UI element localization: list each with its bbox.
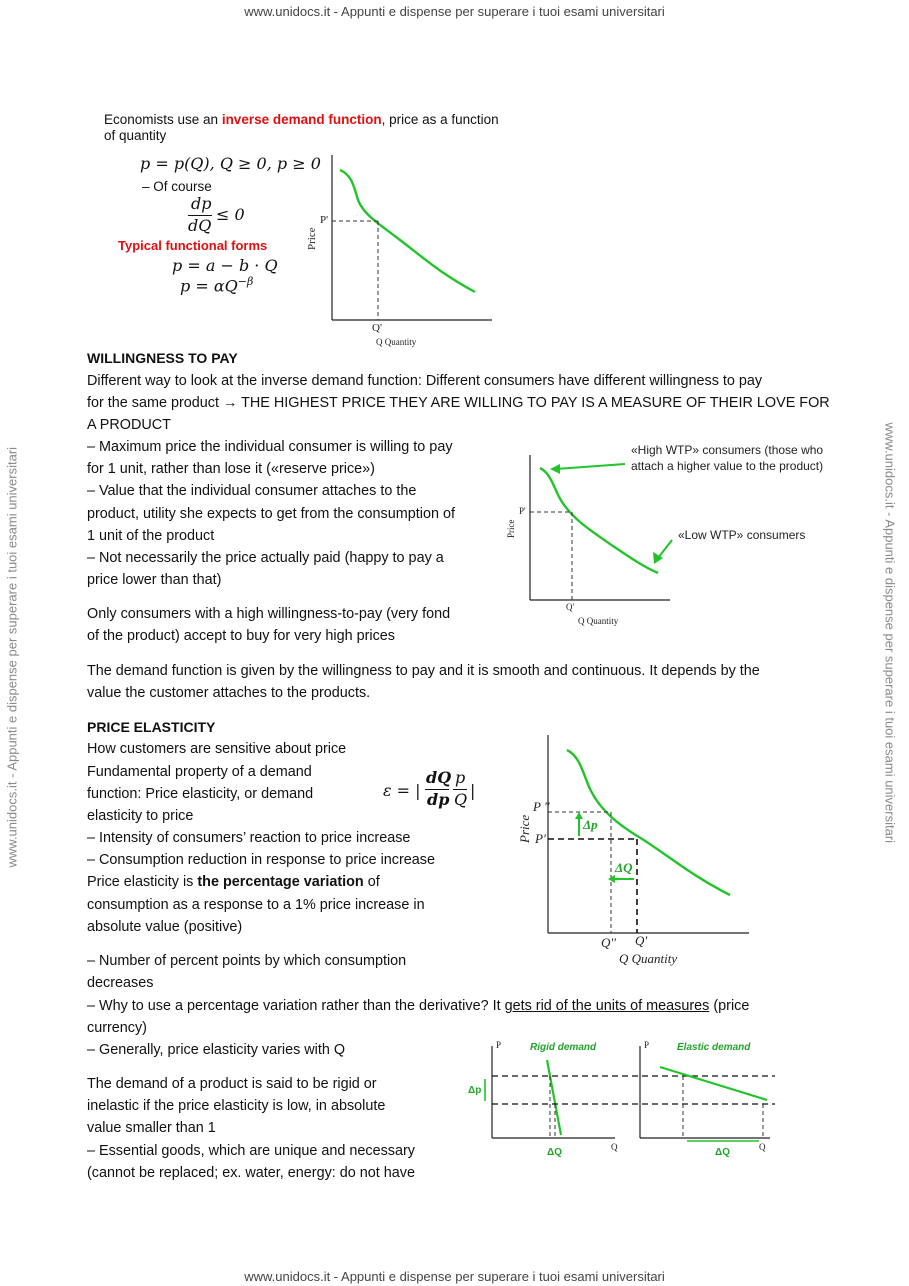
- elasticity-line2: Fundamental property of a demand: [87, 764, 312, 780]
- rigid-line5: (cannot be replaced; ex. water, energy: do not have: [87, 1165, 415, 1181]
- rigid-q-label: Q: [611, 1142, 618, 1152]
- wtp-demand-line2: value the customer attaches to the products.: [87, 685, 371, 701]
- wtp-only-line2: of the product) accept to buy for very high prices: [87, 628, 395, 644]
- chart3-dq-label: ΔQ: [615, 860, 633, 875]
- rigid-dq-label: ΔQ: [547, 1147, 562, 1158]
- elasticity-line7: Price elasticity is the percentage variation of: [87, 874, 380, 890]
- elasticity-note5: – Generally, price elasticity varies with Q: [87, 1042, 346, 1058]
- left-side-watermark: www.unidocs.it - Appunti e dispense per superare i tuoi esami universitari: [4, 446, 20, 868]
- right-side-watermark: www.unidocs.it - Appunti e dispense per superare i tuoi esami universitari: [882, 422, 898, 844]
- typical-forms-label: Typical functional forms: [118, 238, 268, 253]
- chart2-low-arrow: [658, 540, 672, 558]
- wtp-bullet1-line1: – Maximum price the individual consumer is willing to pay: [87, 439, 453, 455]
- chart1-q-tick: Q': [372, 322, 382, 334]
- elasticity-note1: – Number of percent points by which consumption: [87, 953, 407, 969]
- chart3-dp-label: Δp: [583, 817, 598, 832]
- chart1-p-tick: P': [320, 214, 329, 226]
- elasticity-formula: ε = | dQ dp p Q |: [383, 768, 476, 809]
- elasticity-heading: PRICE ELASTICITY: [87, 719, 216, 735]
- chart2-demand-curve: [540, 468, 658, 573]
- rigid-line4: – Essential goods, which are unique and necessary: [87, 1143, 415, 1159]
- wtp-para-line3: A PRODUCT: [87, 417, 171, 433]
- elastic-demand-line: [660, 1067, 767, 1100]
- wtp-bullet2-line3: 1 unit of the product: [87, 528, 215, 544]
- elastic-p-label: P: [644, 1040, 650, 1050]
- wtp-para-line1: Different way to look at the inverse demand function: Different consumers have different willingness to pay: [87, 373, 763, 389]
- wtp-bullet3-line2: price lower than that): [87, 572, 222, 588]
- elasticity-line3: function: Price elasticity, or demand: [87, 786, 314, 802]
- chart2-y-label: Price: [506, 519, 516, 538]
- intro-line2: of quantity: [104, 128, 167, 143]
- linear-form: p = a − b · Q: [172, 256, 278, 275]
- rigid-elastic-chart: [465, 1038, 785, 1160]
- elastic-q-label: Q: [759, 1142, 766, 1152]
- formula-domain: p = p(Q), Q ≥ 0, p ≥ 0: [140, 154, 321, 173]
- chart2-high-arrowhead: [550, 464, 560, 474]
- wtp-bullet2-line2: product, utility she expects to get from the consumption of: [87, 506, 455, 522]
- chart2-q-tick: Q': [566, 602, 575, 612]
- rigid-demand-line: [547, 1060, 561, 1135]
- chart1-x-label: Q Quantity: [376, 337, 417, 347]
- chart1-demand-curve: [340, 170, 475, 292]
- rigid-title: Rigid demand: [530, 1042, 597, 1053]
- wtp-para-line2: for the same product → THE HIGHEST PRICE THEY ARE WILLING TO PAY IS A MEASURE OF THEIR LOVE FOR: [87, 395, 830, 411]
- elasticity-note3: – Why to use a percentage variation rather than the derivative? It gets rid of the units of measures (price: [87, 998, 750, 1014]
- elasticity-chart: [515, 735, 755, 970]
- chart2-high-arrow: [556, 464, 625, 469]
- elasticity-line4: elasticity to price: [87, 808, 194, 824]
- header-watermark: www.unidocs.it - Appunti e dispense per superare i tuoi esami universitari: [244, 4, 665, 19]
- chart3-p1-tick: P': [535, 831, 546, 846]
- inverse-demand-chart: [300, 155, 500, 345]
- elastic-dq-label: ΔQ: [715, 1147, 730, 1158]
- chart2-high-label-2: attach a higher value to the product): [631, 459, 824, 473]
- rigid-line2: inelastic if the price elasticity is low, in absolute: [87, 1098, 386, 1114]
- rigid-dp-label: Δp: [468, 1085, 482, 1096]
- rigid-p-label: P: [496, 1040, 502, 1050]
- wtp-only-line1: Only consumers with a high willingness-to-pay (very fond: [87, 606, 451, 622]
- wtp-chart: [500, 440, 840, 630]
- wtp-bullet3-line1: – Not necessarily the price actually paid (happy to pay a: [87, 550, 444, 566]
- chart2-high-label-1: «High WTP» consumers (those who: [631, 443, 824, 457]
- wtp-bullet2-line1: – Value that the individual consumer attaches to the: [87, 483, 417, 499]
- chart2-p-tick: P': [519, 506, 526, 516]
- chart3-x-label: Q Quantity: [619, 951, 678, 966]
- elasticity-note2: decreases: [87, 975, 154, 991]
- wtp-demand-line1: The demand function is given by the willingness to pay and it is smooth and continuous. It depends by the: [87, 663, 760, 679]
- chart3-y-label: Price: [517, 814, 532, 843]
- chart1-y-label: Price: [306, 227, 318, 250]
- elasticity-line6: – Consumption reduction in response to price increase: [87, 852, 435, 868]
- rigid-line1: The demand of a product is said to be rigid or: [87, 1076, 377, 1092]
- intro-line1: Economists use an inverse demand function, price as a function: [104, 112, 499, 127]
- chart3-q2-tick: Q'': [601, 935, 616, 950]
- elasticity-note4: currency): [87, 1020, 147, 1036]
- elasticity-line1: How customers are sensitive about price: [87, 741, 347, 757]
- power-form: $p = \alpha Q^{-\beta}$: [180, 275, 254, 296]
- elasticity-line5: – Intensity of consumers’ reaction to price increase: [87, 830, 411, 846]
- of-course-label: – Of course: [142, 179, 212, 194]
- chart3-p2-tick: P '': [533, 799, 550, 814]
- elasticity-line9: absolute value (positive): [87, 919, 243, 935]
- chart2-low-label: «Low WTP» consumers: [678, 528, 806, 542]
- elasticity-line8: consumption as a response to a 1% price increase in: [87, 897, 425, 913]
- chart2-x-label: Q Quantity: [578, 616, 619, 626]
- rigid-line3: value smaller than 1: [87, 1120, 216, 1136]
- elastic-title: Elastic demand: [677, 1042, 751, 1053]
- chart3-q1-tick: Q': [635, 933, 648, 948]
- footer-watermark: www.unidocs.it - Appunti e dispense per superare i tuoi esami universitari: [244, 1269, 665, 1284]
- wtp-heading: WILLINGNESS TO PAY: [87, 350, 238, 366]
- wtp-bullet1-line2: for 1 unit, rather than lose it («reserve price»): [87, 461, 375, 477]
